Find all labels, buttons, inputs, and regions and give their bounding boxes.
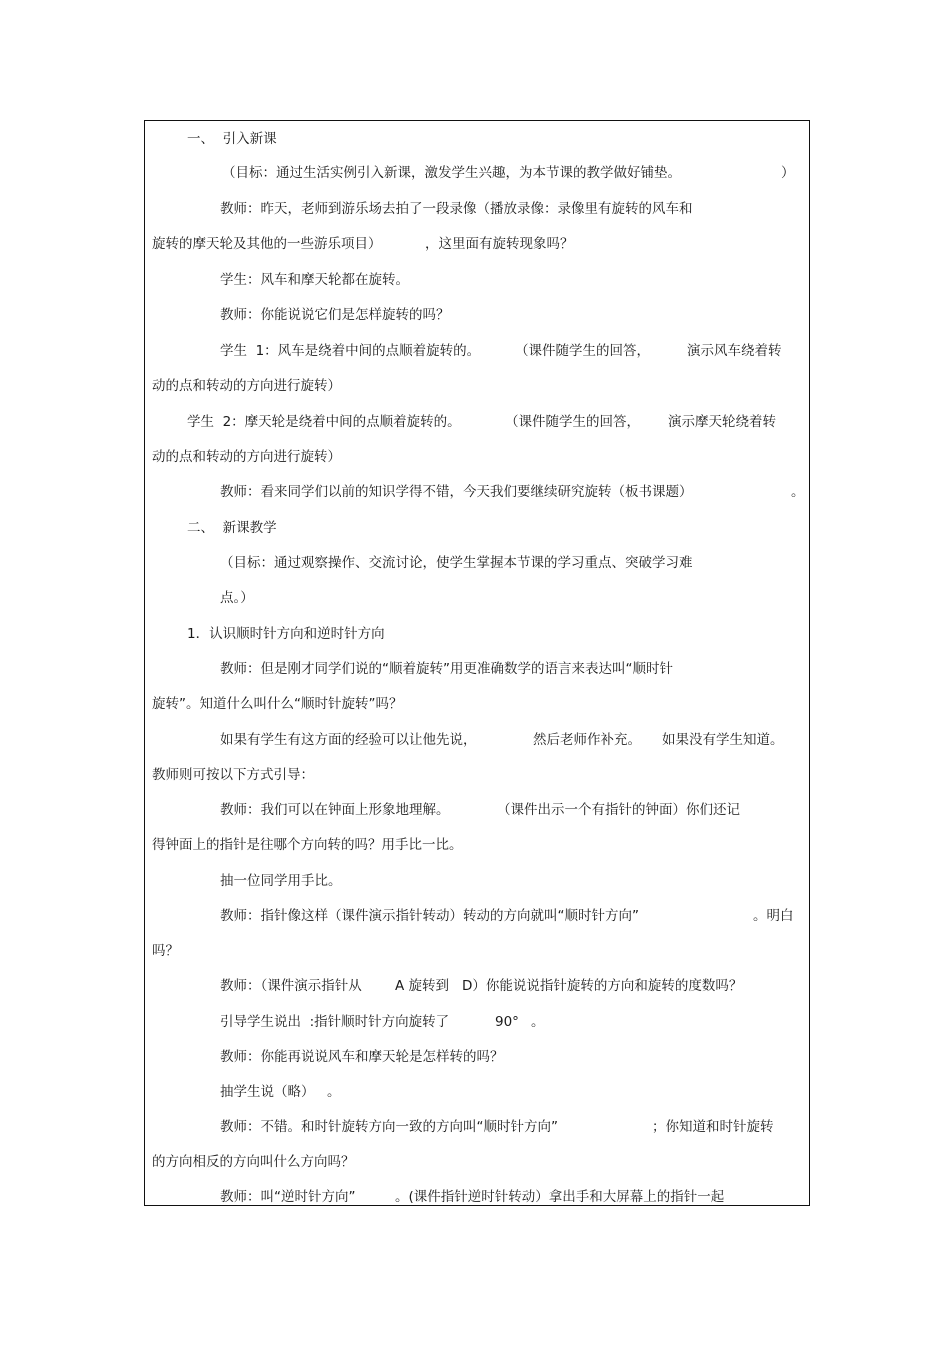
paragraph-line: 教师：我们可以在钟面上形象地理解。 <box>220 802 450 818</box>
paragraph-line: 引导学生说出 :指针顺时针方向旋转了 <box>220 1014 450 1030</box>
paragraph-line: （课件随学生的回答， <box>505 414 640 430</box>
paragraph-line: D）你能说说指针旋转的方向和旋转的度数吗？ <box>462 978 743 994</box>
paragraph-line: 抽学生说（略） <box>220 1084 315 1100</box>
section2-heading: 二、 新课教学 <box>187 520 277 536</box>
paragraph-line: A 旋转到 <box>395 978 450 994</box>
paragraph-line: 如果有学生有这方面的经验可以让他先说， <box>220 732 477 748</box>
paragraph-line: 旋转”。知道什么叫什么“顺时针旋转”吗？ <box>152 696 403 712</box>
subsection-title: 1．认识顺时针方向和逆时针方向 <box>187 626 385 642</box>
paragraph-line: （课件出示一个有指针的钟面）你们还记 <box>497 802 740 818</box>
paragraph-line: 90° <box>495 1014 519 1030</box>
paragraph-line: 教师：指针像这样（课件演示指针转动）转动的方向就叫“顺时针方向” <box>220 908 639 924</box>
paragraph-line: 学生 1：风车是绕着中间的点顺着旋转的。 <box>220 343 481 359</box>
paragraph-line: 然后老师作补充。 <box>533 732 641 748</box>
paragraph-line: 吗？ <box>152 943 179 959</box>
section1-heading: 一、 引入新课 <box>187 131 277 147</box>
paragraph-line: 演示风车绕着转 <box>687 343 782 359</box>
paragraph-line: 抽一位同学用手比。 <box>220 873 342 889</box>
paragraph-line: 演示摩天轮绕着转 <box>668 414 776 430</box>
paragraph-line: 。明白 <box>753 908 794 924</box>
paragraph-line: 教师：叫“逆时针方向” <box>220 1189 356 1205</box>
section1-goal: （目标：通过生活实例引入新课，激发学生兴趣，为本节课的教学做好铺垫。 <box>222 165 681 181</box>
paragraph-line: 教师：你能再说说风车和摩天轮是怎样转的吗？ <box>220 1049 504 1065</box>
paragraph-line: 教师：你能说说它们是怎样旋转的吗？ <box>220 307 450 323</box>
paragraph-line: 如果没有学生知道。 <box>662 732 784 748</box>
paragraph-line: 教师则可按以下方式引导： <box>152 767 314 783</box>
paragraph-line: ；你知道和时针旋转 <box>652 1119 774 1135</box>
paragraph-line: 教师：昨天，老师到游乐场去拍了一段录像（播放录像：录像里有旋转的风车和 <box>220 201 693 217</box>
paragraph-line: 。 <box>791 484 805 500</box>
paragraph-line: 教师：（课件演示指针从 <box>220 978 362 994</box>
paragraph-line: ，这里面有旋转现象吗？ <box>425 236 574 252</box>
paragraph-line: 旋转的摩天轮及其他的一些游乐项目） <box>152 236 382 252</box>
paragraph-line: 动的点和转动的方向进行旋转） <box>152 449 341 465</box>
paragraph-line: 。 <box>531 1014 545 1030</box>
paragraph-line: 教师：但是刚才同学们说的“顺着旋转”用更准确数学的语言来表达叫“顺时针 <box>220 661 673 677</box>
paragraph-line: 学生：风车和摩天轮都在旋转。 <box>220 272 409 288</box>
paragraph-line: 的方向相反的方向叫什么方向吗？ <box>152 1154 355 1170</box>
paragraph-line: 得钟面上的指针是往哪个方向转的吗？用手比一比。 <box>152 837 463 853</box>
paragraph-line: 教师：不错。和时针旋转方向一致的方向叫“顺时针方向” <box>220 1119 558 1135</box>
paragraph-line: （课件随学生的回答， <box>515 343 650 359</box>
paragraph-line: 学生 2：摩天轮是绕着中间的点顺着旋转的。 <box>187 414 461 430</box>
paragraph-line: 动的点和转动的方向进行旋转） <box>152 378 341 394</box>
section1-goal-close: ） <box>781 165 795 181</box>
paragraph-line: 教师：看来同学们以前的知识学得不错，今天我们要继续研究旋转（板书课题） <box>220 484 693 500</box>
section2-goal: 点。） <box>220 590 254 606</box>
section2-goal: （目标：通过观察操作、交流讨论，使学生掌握本节课的学习重点、突破学习难 <box>220 555 693 571</box>
paragraph-line: 。 <box>327 1084 341 1100</box>
paragraph-line: 。(课件指针逆时针转动）拿出手和大屏幕上的指针一起 <box>395 1189 725 1205</box>
